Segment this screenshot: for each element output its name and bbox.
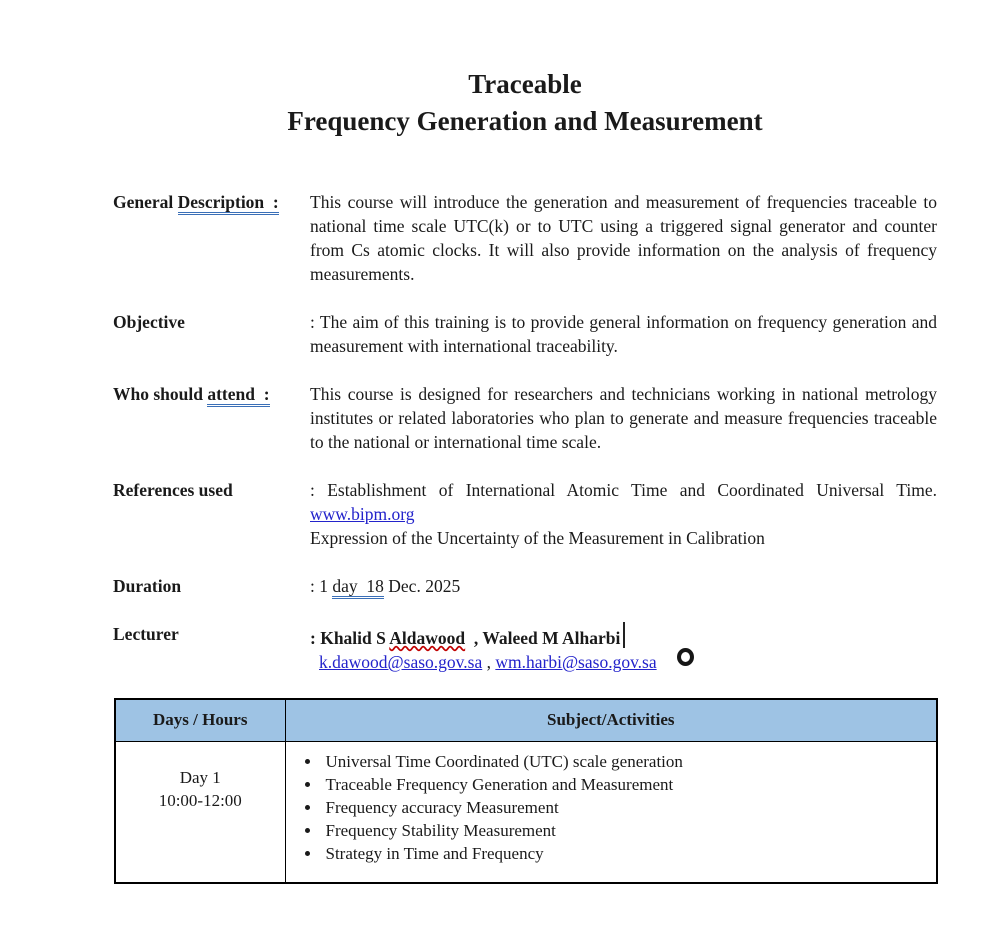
duration-prefix: : 1 <box>310 576 333 596</box>
section-objective <box>113 310 937 358</box>
bipm-link[interactable]: www.bipm.org <box>310 504 415 524</box>
duration-body <box>310 574 937 598</box>
email-separator: , <box>482 652 496 672</box>
spellcheck-underline: Aldawood <box>389 628 466 648</box>
section-who-should-attend <box>113 382 937 454</box>
lecturer-names <box>310 628 625 648</box>
activities-cell <box>285 741 937 883</box>
format-changed-mark: Description : <box>178 192 279 215</box>
activities-list <box>286 750 927 865</box>
references-body <box>310 478 937 550</box>
references-text: : Establishment of International Atomic Time and Coordinated Universal Time. <box>310 480 937 500</box>
email-link-wmharbi[interactable]: wm.harbi@saso.gov.sa <box>495 652 657 672</box>
lecturer-prefix: : Khalid S <box>310 628 390 648</box>
format-changed-mark: attend : <box>207 384 269 407</box>
objective-label: Objective <box>113 312 185 332</box>
activity-item: • Strategy in Time and Frequency <box>322 842 927 865</box>
section-references <box>113 478 937 550</box>
section-lecturer <box>113 622 937 674</box>
cursor-ring-icon <box>677 648 694 666</box>
table-row <box>115 741 937 883</box>
references-line-2: Expression of the Uncertainty of the Measurement in Calibration <box>310 528 765 548</box>
text-cursor <box>623 622 625 648</box>
duration-label: Duration <box>113 576 182 596</box>
activity-item: • Frequency Stability Measurement <box>322 819 927 842</box>
format-changed-mark: day 18 <box>332 576 384 599</box>
page-title <box>113 66 937 140</box>
section-general-description <box>113 190 937 286</box>
general-description-body: This course will introduce the generation and measurement of frequencies traceable to national time scale UTC(k) or to UTC using a triggered signal generator and counter from Cs atomic clocks. It will also provide information on the analysis of frequency measurements. <box>310 192 937 284</box>
title-line-1: Traceable <box>468 69 582 99</box>
duration-suffix: Dec. 2025 <box>383 576 461 596</box>
lecturer-body <box>310 622 937 674</box>
section-duration <box>113 574 937 598</box>
who-should-attend-body: This course is designed for researchers and technicians working in national metrology institutes or related laboratories who plan to generate and measure frequencies traceable to the national or international time scale. <box>310 384 937 452</box>
hours-label: 10:00-12:00 <box>158 790 242 810</box>
label-text: General <box>113 192 178 212</box>
lecturer-label: Lecturer <box>113 624 179 644</box>
references-label: References used <box>113 480 233 500</box>
activity-item: • Universal Time Coordinated (UTC) scale generation <box>322 750 927 773</box>
objective-body: : The aim of this training is to provide general information on frequency generation and measurement with international traceability. <box>310 312 937 356</box>
lecturer-emails <box>310 650 937 674</box>
header-subject-activities: Subject/Activities <box>285 699 937 741</box>
activity-item: • Frequency accuracy Measurement <box>322 796 927 819</box>
title-line-2: Frequency Generation and Measurement <box>287 106 763 136</box>
lecturer-names-rest: , Waleed M Alharbi <box>465 628 621 648</box>
day-label: Day 1 <box>179 767 221 787</box>
label-text: Who should <box>113 384 208 404</box>
schedule-table <box>114 698 938 884</box>
email-link-kdawood[interactable]: k.dawood@saso.gov.sa <box>319 652 483 672</box>
header-days-hours: Days / Hours <box>115 699 285 741</box>
general-description-label <box>113 190 310 286</box>
table-header-row <box>115 699 937 741</box>
activity-item: • Traceable Frequency Generation and Measurement <box>322 773 927 796</box>
day-hours-cell <box>115 741 285 883</box>
who-should-attend-label <box>113 382 310 454</box>
